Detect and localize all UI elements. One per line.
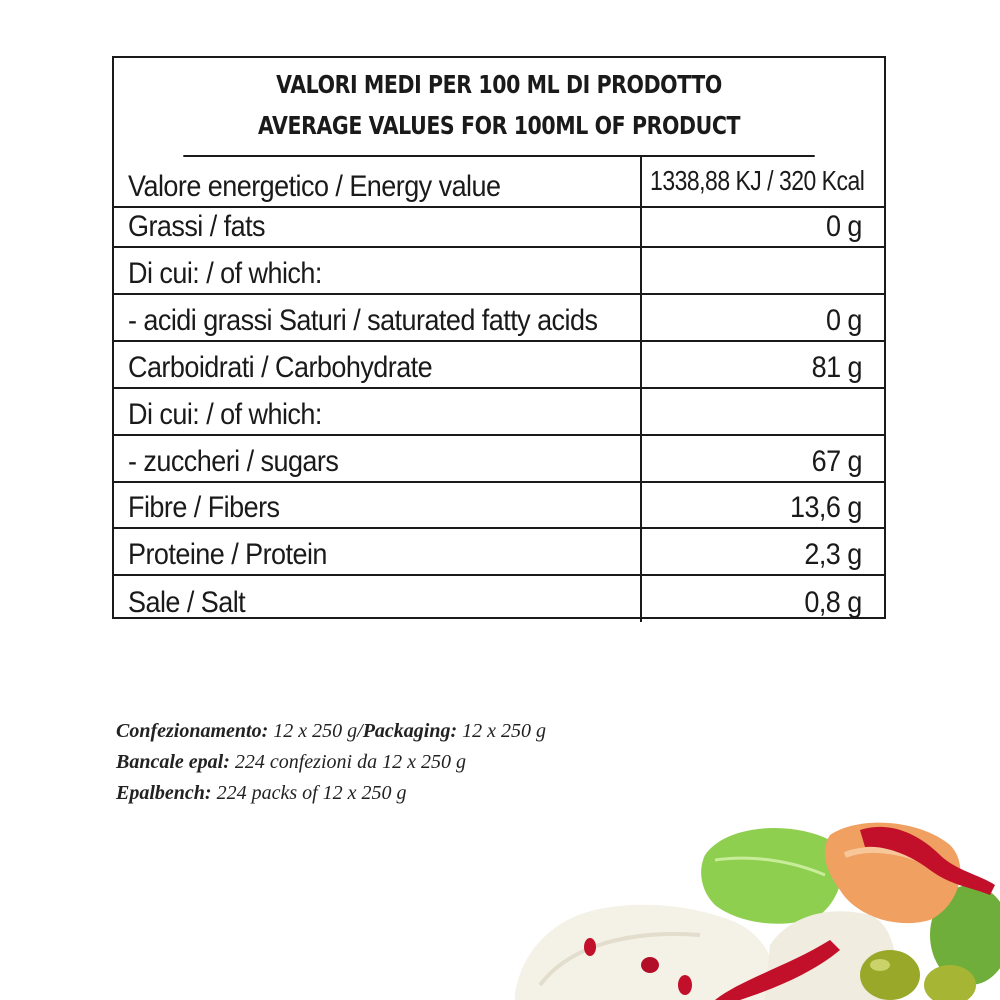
row-value: 81 g <box>811 351 862 384</box>
row-label: Proteine / Protein <box>128 538 327 571</box>
row-label: Di cui: / of which: <box>128 398 322 431</box>
header-italian: VALORI MEDI PER 100 ML DI PRODOTTO <box>276 70 722 99</box>
bancale-line <box>116 747 546 778</box>
packaging-info <box>116 716 546 809</box>
lettuce-leaf <box>701 828 842 924</box>
row-label: Fibre / Fibers <box>128 491 280 524</box>
row-label: Sale / Salt <box>128 586 246 619</box>
row-value: 67 g <box>811 445 862 478</box>
table-row <box>114 248 884 295</box>
olive-highlight <box>870 959 890 971</box>
table-row <box>114 576 884 622</box>
epalbench-line <box>116 778 546 809</box>
packaging-label: Packaging: <box>362 720 458 742</box>
bancale-value: 224 confezioni da 12 x 250 g <box>229 751 466 773</box>
packaging-line <box>116 716 546 747</box>
table-row <box>114 436 884 483</box>
bancale-label: Bancale epal: <box>116 751 230 773</box>
table-row <box>114 295 884 342</box>
row-value: 0 g <box>826 210 862 243</box>
table-row <box>114 529 884 576</box>
row-value: 0,8 g <box>804 586 862 619</box>
row-value: 2,3 g <box>804 538 862 571</box>
packaging-value: 12 x 250 g <box>457 720 547 742</box>
food-photo <box>500 815 1000 1000</box>
table-row <box>114 342 884 389</box>
sauce-drop <box>678 975 692 995</box>
row-value: 13,6 g <box>790 491 862 524</box>
nutrition-table <box>112 56 886 619</box>
row-label: Carboidrati / Carbohydrate <box>128 351 433 384</box>
row-label: Valore energetico / Energy value <box>128 170 501 203</box>
row-value: 1338,88 KJ / 320 Kcal <box>649 165 864 196</box>
row-label: Di cui: / of which: <box>128 257 322 290</box>
cheese-chunk <box>515 905 776 1000</box>
table-rows <box>114 157 884 622</box>
sauce-drop <box>641 957 659 973</box>
row-label: Grassi / fats <box>128 210 266 243</box>
row-label: - acidi grassi Saturi / saturated fatty acids <box>128 304 598 337</box>
sauce-drop <box>584 938 596 956</box>
table-row <box>114 157 884 208</box>
header-english: AVERAGE VALUES FOR 100ML OF PRODUCT <box>257 111 741 140</box>
table-row <box>114 389 884 436</box>
table-row <box>114 483 884 529</box>
table-row <box>114 208 884 248</box>
epalbench-value: 224 packs of 12 x 250 g <box>211 782 407 804</box>
confezionamento-value: 12 x 250 g/ <box>268 720 363 742</box>
row-value: 0 g <box>826 304 862 337</box>
olive <box>860 950 920 1000</box>
table-header <box>183 58 814 157</box>
confezionamento-label: Confezionamento: <box>116 720 269 742</box>
row-label: - zuccheri / sugars <box>128 445 339 478</box>
epalbench-label: Epalbench: <box>116 782 212 804</box>
